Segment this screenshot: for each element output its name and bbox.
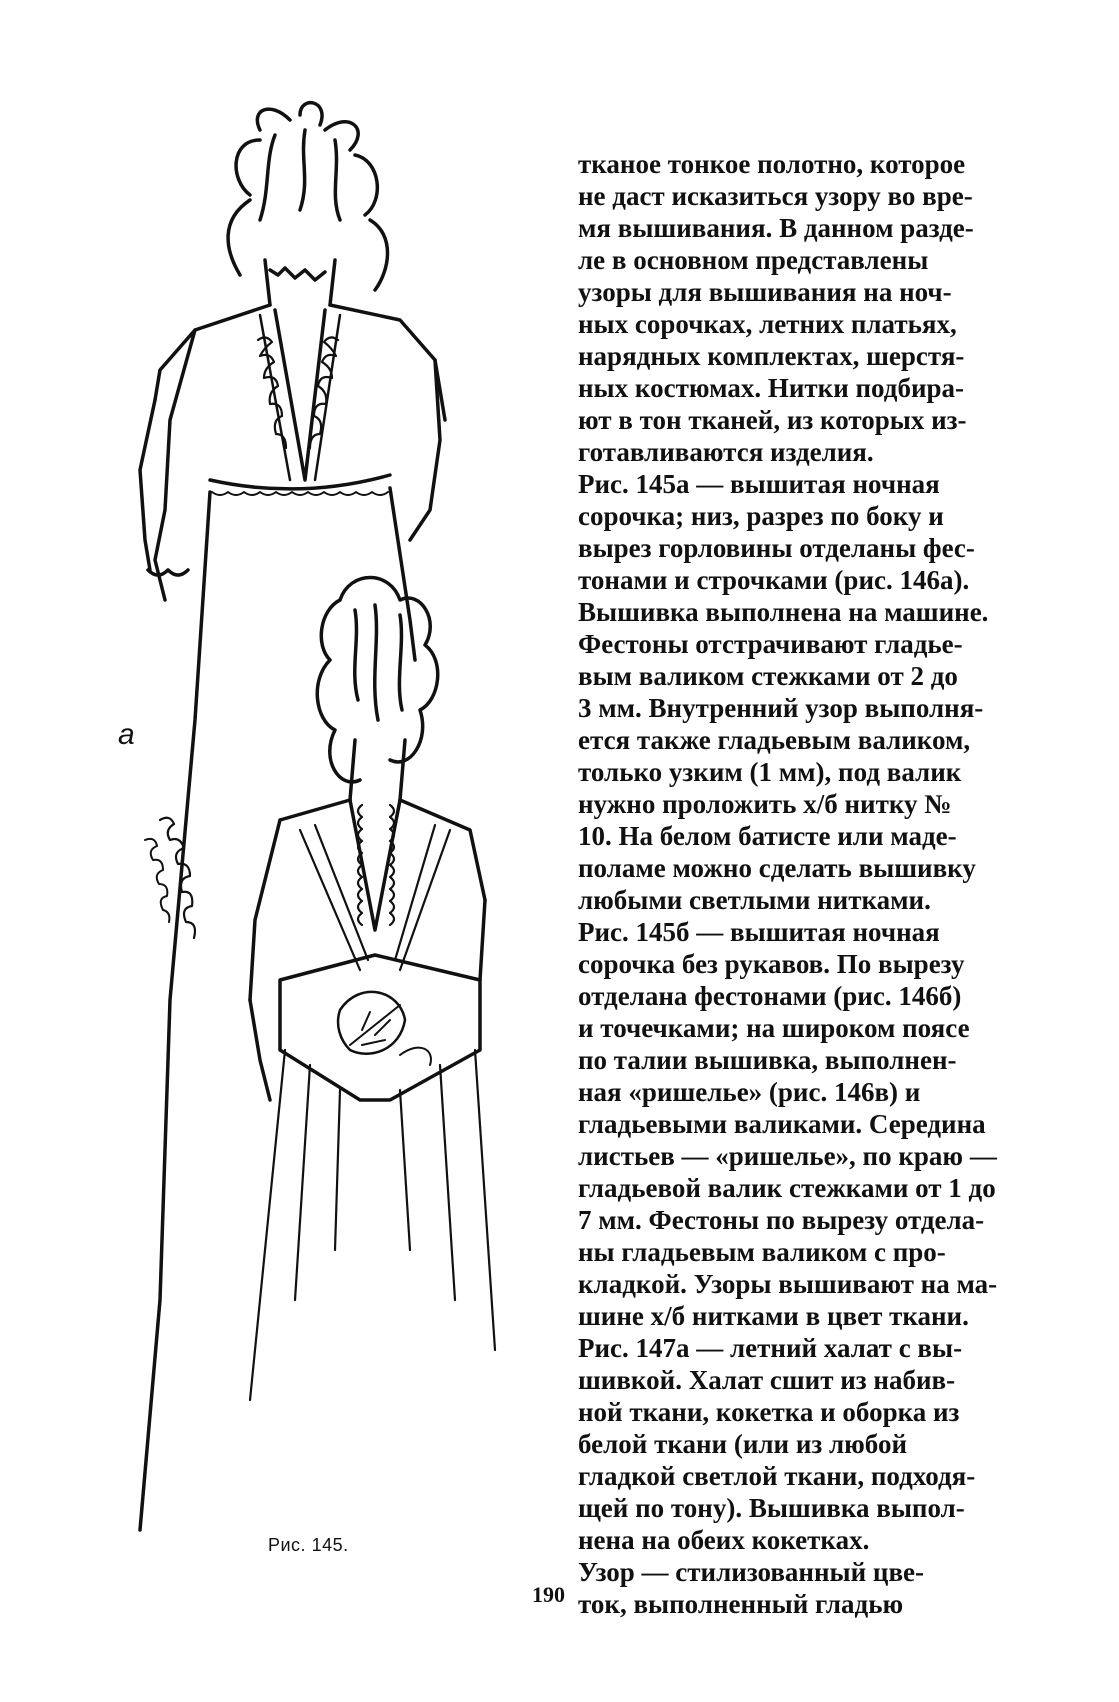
paragraph-intro: тканое тонкое полотно, которое не даст исказиться узору во вре- мя вышивания. В данном разде- ле в основном представлены узоры для вышивания на ноч- ных сорочках, летних платьях, нарядных комплектах, шерстя- ных костюмах. Нитки подбира- ют в тон тканей, из которых из- готавливаются изделия. [578,149,974,467]
dress-illustration [100,100,540,1540]
figure-letter-label: а [118,718,135,751]
paragraph-fig-145a: Рис. 145а — вышитая ночная сорочка; низ, разрез по боку и вырез горловины отделаны фес- тонами и строчками (рис. 146а). Вышивка выполнена на машине. Фестоны отстрачивают гладье- вым валиком стежками от 2 до 3 мм. Внутренний узор выполня- ется также гладьевым валиком, только узким (1 мм), под валик нужно проложить х/б нитку № 10. На белом батисте или маде- поламе можно сделать вышивку любыми светлыми нитками. [578,469,989,915]
text-column [578,148,1008,1620]
paragraph-fig-145b: Рис. 145б — вышитая ночная сорочка без рукавов. По вырезу отделана фестонами (рис. 146б) и точечками; на широком поясе по талии вышивка, выполнен- ная «ришелье» (рис. 146в) и гладьевыми валиками. Середина листьев — «ришелье», по краю — гладьевой валик стежками от 1 до 7 мм. Фестоны по вырезу отдела- ны гладьевым валиком с про- кладкой. Узоры вышивают на ма- шине х/б нитками в цвет ткани. Рис. 147а — летний халат с вы- шивкой. Халат сшит из набив- ной ткани, кокетка и оборка из белой ткани (или из любой гладкой светлой ткани, подходя- щей по тону). Вышивка выпол- нена на обеих кокетках. [578,917,998,1555]
page-number: 190 [532,1582,565,1607]
figure-b-drawing [250,578,495,1401]
figure-caption: Рис. 145. [268,1535,349,1555]
paragraph-pattern: Узор — стилизованный цве- ток, выполненный гладью [578,1557,925,1619]
